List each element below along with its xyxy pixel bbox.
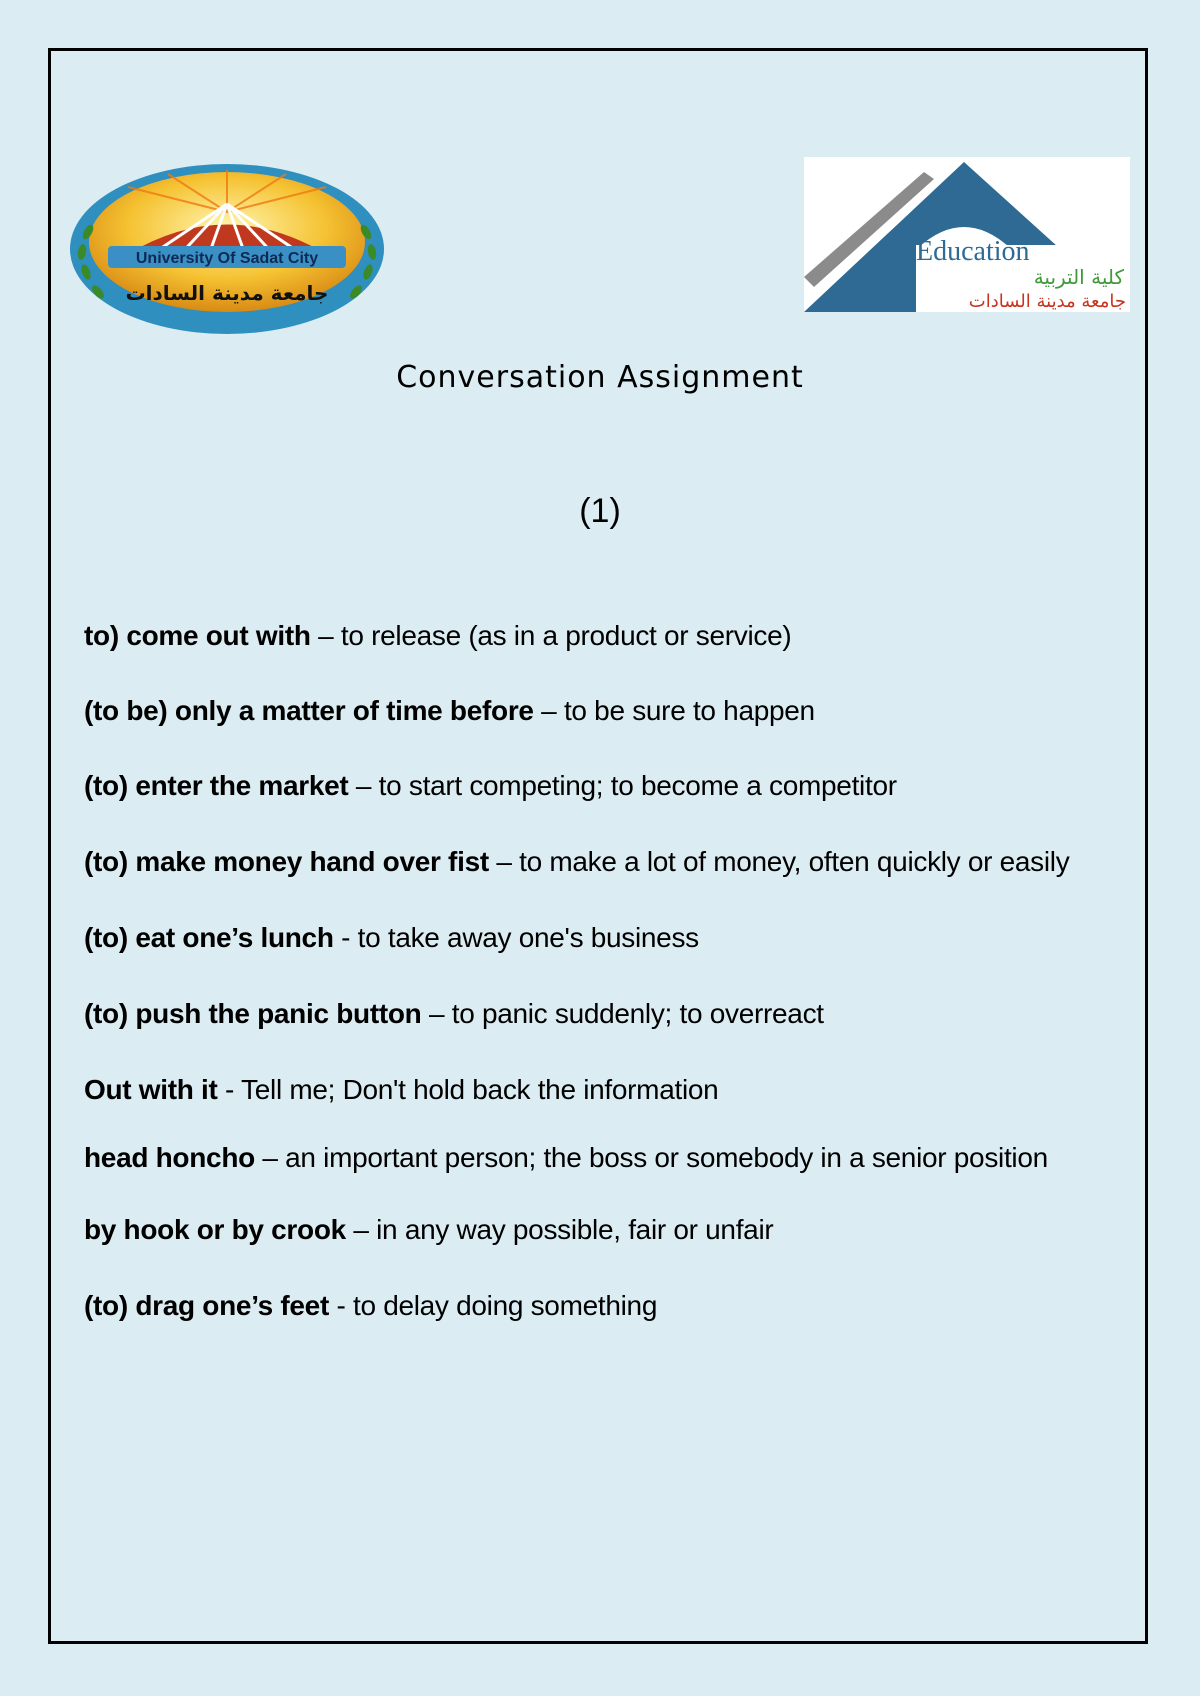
list-item xyxy=(84,1214,773,1246)
idiom-definition: Tell me; Don't hold back the information xyxy=(241,1074,719,1105)
idiom-term: head honcho xyxy=(84,1142,255,1173)
section-number: (1) xyxy=(579,492,621,530)
idiom-term: Out with it xyxy=(84,1074,218,1105)
separator: - xyxy=(333,922,358,953)
page-title: Conversation Assignment xyxy=(396,360,804,395)
svg-text:جامعة مدينة السادات: جامعة مدينة السادات xyxy=(125,281,329,305)
idiom-term: (to) make money hand over fist xyxy=(84,846,489,877)
list-item xyxy=(84,1142,1048,1174)
separator: – xyxy=(310,620,341,651)
list-item xyxy=(84,922,699,954)
separator: – xyxy=(254,1142,286,1173)
separator: - xyxy=(217,1074,242,1105)
idiom-definition: to panic suddenly; to overreact xyxy=(451,998,824,1029)
list-item xyxy=(84,846,1069,878)
idiom-definition: to take away one's business xyxy=(357,922,699,953)
education-faculty-logo xyxy=(804,157,1130,312)
idiom-term: (to) enter the market xyxy=(84,770,349,801)
idiom-term: (to) push the panic button xyxy=(84,998,422,1029)
idiom-term: (to be) only a matter of time before xyxy=(84,695,534,726)
svg-text:University Of Sadat City: University Of Sadat City xyxy=(135,250,319,267)
idiom-definition: to make a lot of money, often quickly or easily xyxy=(519,846,1070,877)
svg-text:جامعة مدينة السادات: جامعة مدينة السادات xyxy=(968,291,1126,312)
separator: – xyxy=(348,770,379,801)
list-item xyxy=(84,695,815,727)
svg-text:كلية التربية: كلية التربية xyxy=(1033,265,1124,289)
university-logo xyxy=(68,162,386,337)
idiom-term: (to) drag one’s feet xyxy=(84,1290,329,1321)
idiom-term: (to) eat one’s lunch xyxy=(84,922,334,953)
idiom-term: by hook or by crook xyxy=(84,1214,346,1245)
separator: – xyxy=(488,846,520,877)
idiom-definition: to start competing; to become a competitor xyxy=(378,770,897,801)
idiom-definition: to delay doing something xyxy=(352,1290,658,1321)
idiom-definition: an important person; the boss or somebody in a senior position xyxy=(285,1142,1048,1173)
separator: - xyxy=(328,1290,353,1321)
separator: – xyxy=(533,695,564,726)
idiom-definition: to release (as in a product or service) xyxy=(340,620,792,651)
list-item xyxy=(84,998,824,1030)
svg-text:Education: Education xyxy=(916,236,1030,267)
list-item xyxy=(84,770,897,802)
separator: – xyxy=(421,998,452,1029)
idiom-definition: to be sure to happen xyxy=(563,695,815,726)
separator: – xyxy=(345,1214,377,1245)
list-item xyxy=(84,1074,718,1106)
idiom-term: to) come out with xyxy=(84,620,311,651)
idiom-definition: in any way possible, fair or unfair xyxy=(376,1214,774,1245)
list-item xyxy=(84,1290,657,1322)
list-item xyxy=(84,620,791,652)
